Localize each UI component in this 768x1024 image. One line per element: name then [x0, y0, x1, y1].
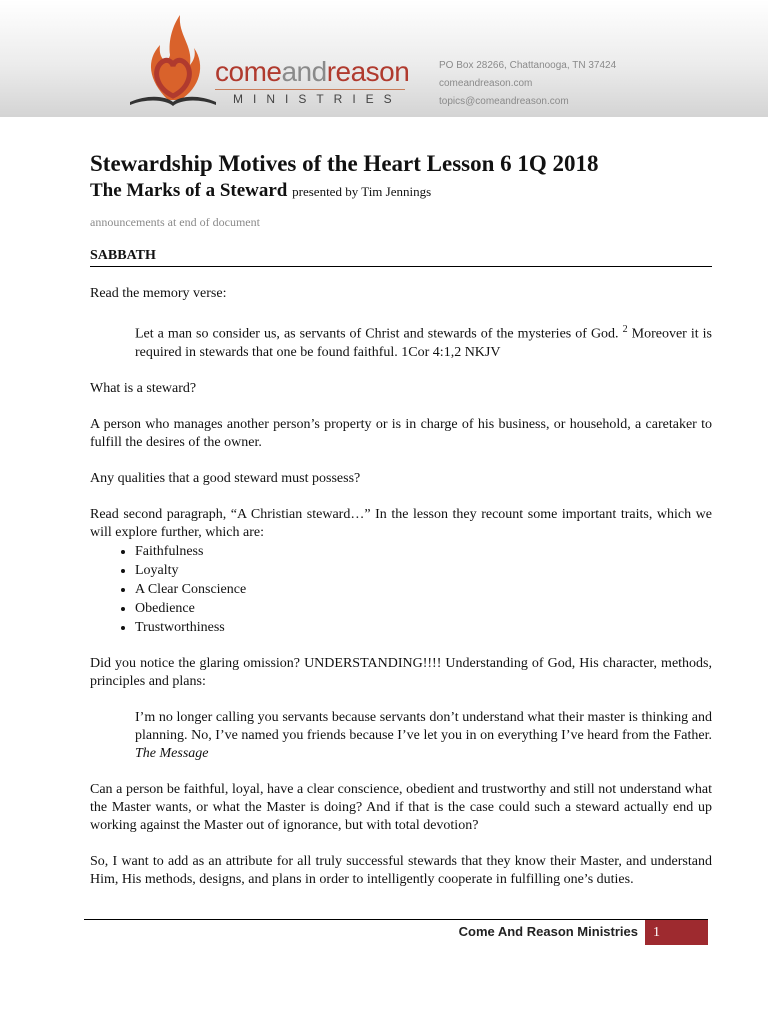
paragraph: Did you notice the glaring omission? UNDERSTANDING!!!! Understanding of God, His character, methods, principles and plans:	[90, 655, 712, 689]
brand-divider	[215, 89, 405, 90]
quote-text: I’m no longer calling you servants because servants don’t understand what their master is thinking and planning. No, I’ve named you friends because I’ve let you in on everything I’ve heard from the Father.	[135, 709, 712, 743]
page-header	[0, 0, 768, 117]
brand-reason: reason	[326, 56, 410, 87]
section-heading: SABBATH	[90, 248, 712, 267]
announcements-note: announcements at end of document	[90, 215, 260, 229]
list-item: • Trustworthiness	[135, 618, 712, 637]
traits-list	[90, 542, 712, 637]
verse-number: 2	[622, 324, 628, 335]
paragraph: Read second paragraph, “A Christian steward…” In the lesson they recount some important traits, which we will explore further, which are:	[90, 506, 712, 540]
list-item: • A Clear Conscience	[135, 580, 712, 599]
message-quote	[135, 709, 712, 763]
paragraph: Any qualities that a good steward must possess?	[90, 470, 361, 486]
paragraph: A person who manages another person’s property or is in charge of his business, or household, a caretaker to fulfill the desires of the owner.	[90, 416, 712, 450]
subtitle-text: The Marks of a Steward	[90, 180, 288, 201]
memory-verse-quote	[135, 321, 712, 362]
list-item: • Faithfulness	[135, 542, 712, 561]
footer-org: Come And Reason Ministries	[458, 924, 638, 939]
page-number: 1	[645, 920, 708, 945]
quote-text: Let a man so consider us, as servants of Christ and stewards of the mysteries of God.	[135, 326, 619, 342]
quote-text-continued: Moreover it is required in stewards that one be found faithful. 1Cor 4:1,2 NKJV	[135, 326, 712, 360]
paragraph: Read the memory verse:	[90, 286, 227, 301]
list-item: • Loyalty	[135, 561, 712, 580]
document-subtitle	[90, 178, 712, 205]
brand-wordmark	[215, 56, 409, 88]
contact-website[interactable]: comeandreason.com	[439, 78, 533, 89]
paragraph: What is a steward?	[90, 380, 197, 396]
list-item: • Obedience	[135, 599, 712, 618]
brand-come: come	[215, 56, 282, 87]
footer-divider	[84, 919, 708, 920]
contact-address: PO Box 28266, Chattanooga, TN 37424	[439, 60, 617, 71]
contact-info	[439, 57, 616, 111]
brand-ministries: MINISTRIES	[233, 92, 402, 106]
paragraph: Can a person be faithful, loyal, have a clear conscience, obedient and trustworthy and still not understand what the Master wants, or what the Master is doing? And if that is the case could such a steward actually end up working against the Master out of ignorance, but with total devotion?	[90, 781, 712, 833]
paragraph: So, I want to add as an attribute for all truly successful stewards that they know their Master, and understand Him, His methods, designs, and plans in order to intelligently cooperate in fulfilling one’s duties.	[90, 853, 712, 887]
brand-and: and	[281, 56, 327, 87]
presenter-credit: presented by Tim Jennings	[292, 184, 432, 199]
contact-email[interactable]: topics@comeandreason.com	[439, 96, 569, 107]
quote-source: The Message	[135, 745, 209, 761]
document-body	[90, 150, 712, 889]
document-title: Stewardship Motives of the Heart Lesson 6 1Q 2018	[90, 151, 599, 176]
